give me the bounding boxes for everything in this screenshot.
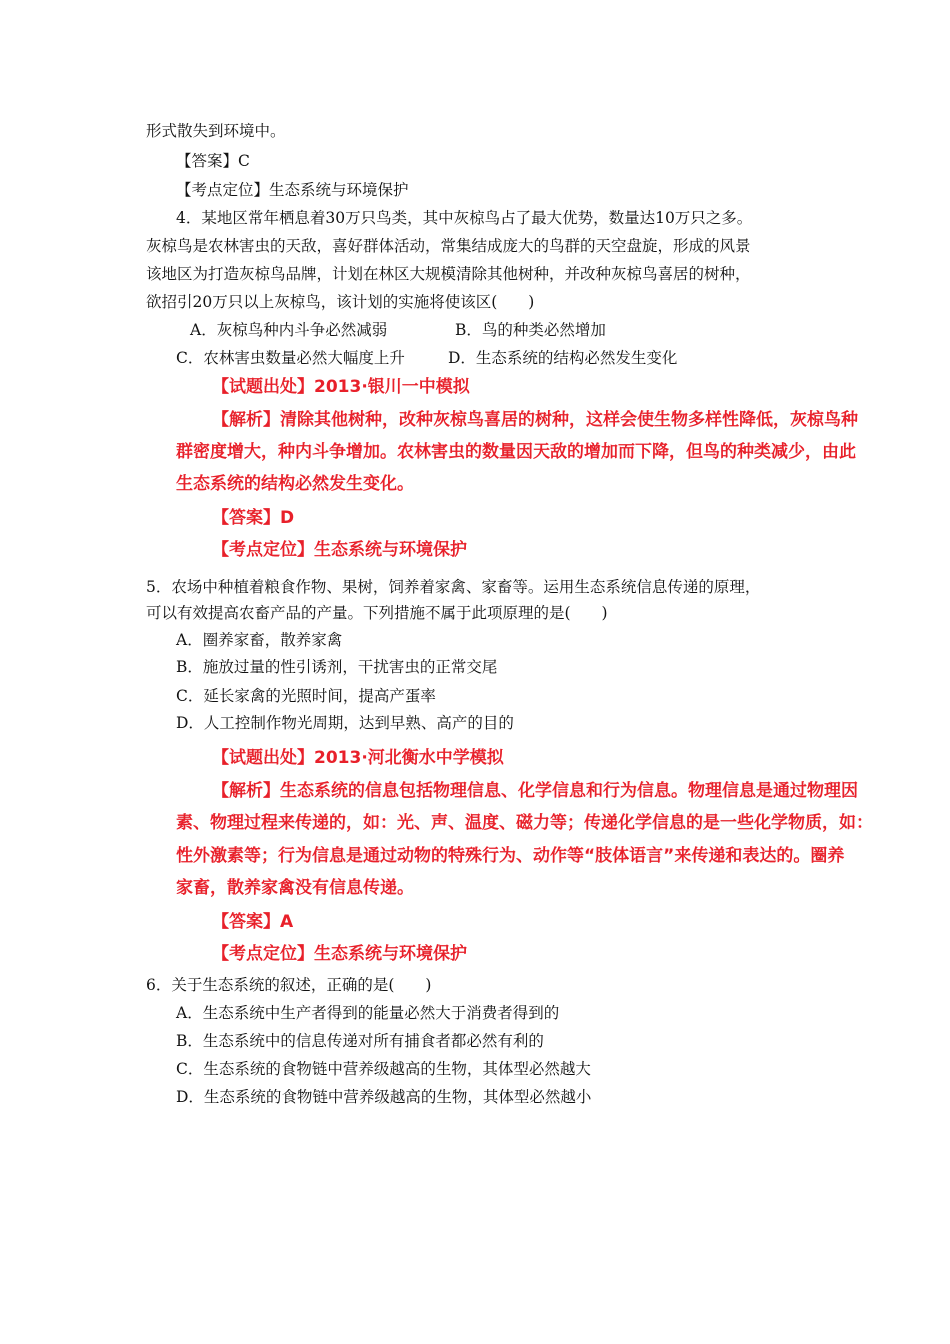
q6-option: C．生态系统的食物链中营养级越高的生物，其体型必然越大 [176,1060,591,1078]
q5-answer: 【答案】A [212,912,294,932]
intro-answer: 【答案】C [176,152,250,170]
q5-analysis-line: 素、物理过程来传递的，如：光、声、温度、磁力等；传递化学信息的是一些化学物质，如： [176,813,873,833]
q5-topic: 【考点定位】生态系统与环境保护 [212,944,467,964]
q5-stem-line: 5．农场中种植着粮食作物、果树，饲养着家禽、家畜等。运用生态系统信息传递的原理， [146,578,761,596]
intro-line: 形式散失到环境中。 [146,122,286,140]
q4-stem-line: 该地区为打造灰椋鸟品牌，计划在林区大规模清除其他树种，并改种灰椋鸟喜居的树种， [146,265,751,283]
q4-stem-line: 灰椋鸟是农林害虫的天敌，喜好群体活动，常集结成庞大的鸟群的天空盘旋，形成的风景 [146,237,751,255]
q4-source: 【试题出处】2013·银川一中模拟 [212,377,470,397]
q4-stem-line: 欲招引20万只以上灰椋鸟，该计划的实施将使该区( ) [146,293,535,311]
q6-stem: 6．关于生态系统的叙述，正确的是( ) [146,976,432,994]
q5-stem-line: 可以有效提高农畜产品的产量。下列措施不属于此项原理的是( ) [146,604,608,622]
q4-option-c: C．农林害虫数量必然大幅度上升 [176,349,405,367]
q4-answer: 【答案】D [212,508,295,528]
q4-option-d: D．生态系统的结构必然发生变化 [448,349,678,367]
q5-option: B．施放过量的性引诱剂，干扰害虫的正常交尾 [176,658,498,676]
intro-topic: 【考点定位】生态系统与环境保护 [176,181,409,199]
q4-analysis-line: 【解析】清除其他树种，改种灰椋鸟喜居的树种，这样会使生物多样性降低，灰椋鸟种 [212,410,858,430]
q4-analysis-line: 群密度增大，种内斗争增加。农林害虫的数量因天敌的增加而下降，但鸟的种类减少，由此 [176,442,856,462]
q4-analysis-line: 生态系统的结构必然发生变化。 [176,474,414,494]
q6-option: A．生态系统中生产者得到的能量必然大于消费者得到的 [176,1004,560,1022]
q5-analysis-line: 性外激素等；行为信息是通过动物的特殊行为、动作等“肢体语言”来传递和表达的。圈养 [176,846,845,866]
q5-option: A．圈养家畜，散养家禽 [176,631,343,649]
q6-option: B．生态系统中的信息传递对所有捕食者都必然有利的 [176,1032,544,1050]
q5-analysis-line: 家畜，散养家禽没有信息传递。 [176,878,414,898]
q5-option: D．人工控制作物光周期，达到早熟、高产的目的 [176,714,514,732]
q5-option: C．延长家禽的光照时间，提高产蛋率 [176,687,436,705]
q5-source: 【试题出处】2013·河北衡水中学模拟 [212,748,504,768]
q5-analysis-line: 【解析】生态系统的信息包括物理信息、化学信息和行为信息。物理信息是通过物理因 [212,781,858,801]
q4-option-b: B．鸟的种类必然增加 [455,321,606,339]
q4-option-a: A．灰椋鸟种内斗争必然减弱 [190,321,388,339]
q6-option: D．生态系统的食物链中营养级越高的生物，其体型必然越小 [176,1088,592,1106]
q4-stem-line: 4．某地区常年栖息着30万只鸟类，其中灰椋鸟占了最大优势，数量达10万只之多。 [176,209,753,227]
q4-topic: 【考点定位】生态系统与环境保护 [212,540,467,560]
